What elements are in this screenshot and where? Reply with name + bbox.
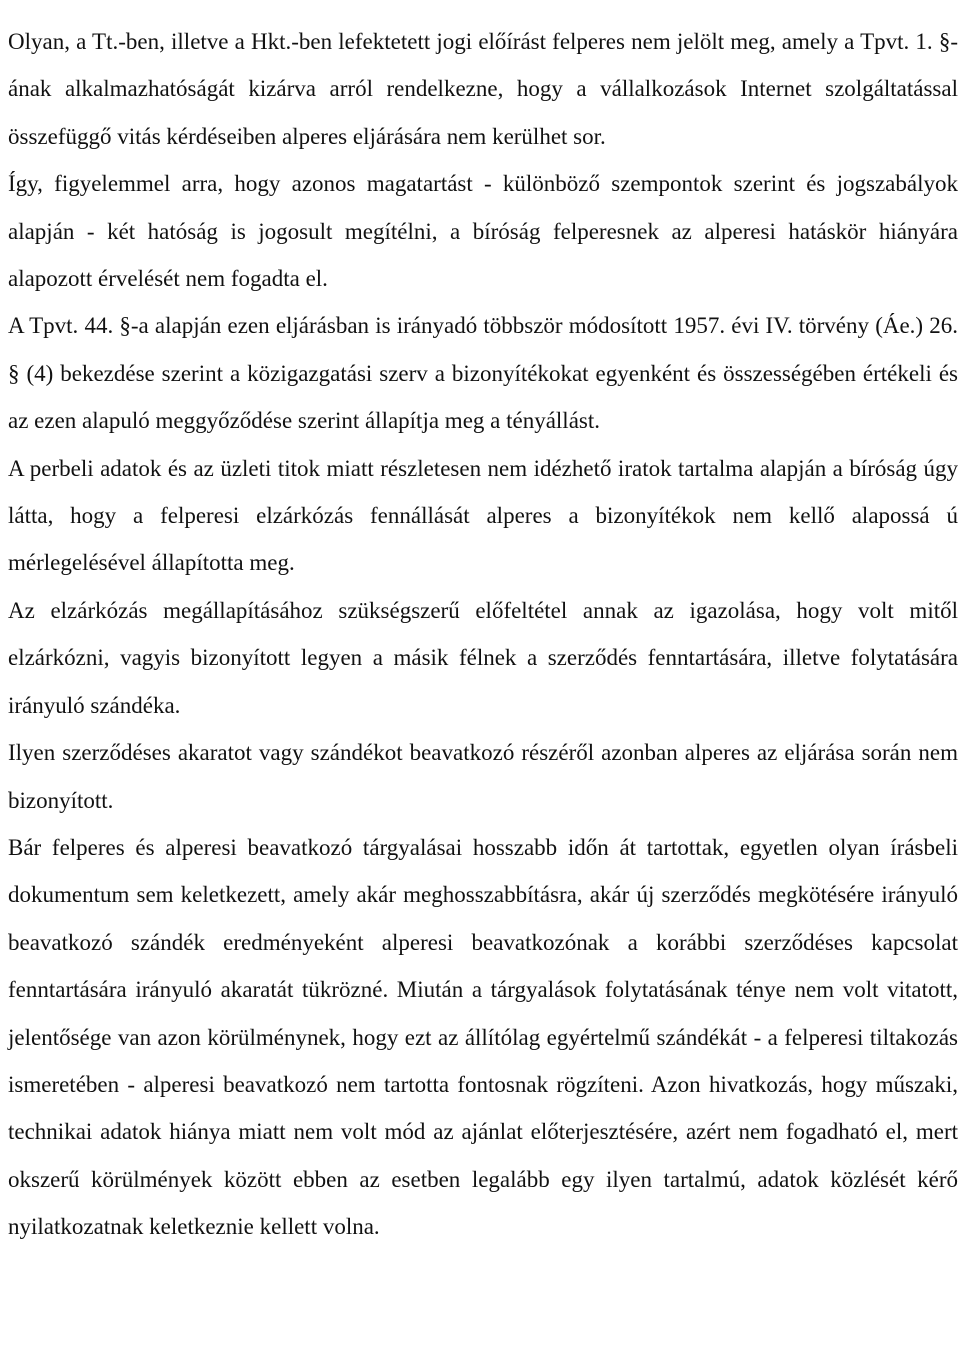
paragraph-2: Így, figyelemmel arra, hogy azonos magatartást - különböző szempontok szerint és jogszabályok alapján - két hatóság is jogosult megítélni, a bíróság felperesnek az alperesi hatáskör hiányára alapozott érvelését nem fogadta el. — [8, 171, 958, 292]
paragraph-7: Bár felperes és alperesi beavatkozó tárgyalásai hosszabb időn át tartottak, egyetlen olyan írásbeli dokumentum sem keletkezett, amely akár meghosszabbításra, akár új szerződés megkötésére irányuló beavatkozó szándék eredményeként alperesi beavatkozónak a korábbi szerződéses kapcsolat fenntartására irányuló akaratát tükrözné. Miután a tárgyalások folytatásának ténye nem volt vitatott, jelentősége van azon körülménynek, hogy ezt az állítólag egyértelmű szándékát - a felperesi tiltakozás ismeretében - alperesi beavatkozó nem tartotta fontosnak rögzíteni. Azon hivatkozás, hogy műszaki, technikai adatok hiánya miatt nem volt mód az ajánlat előterjesztésére, azért nem fogadható el, mert okszerű körülmények között ebben az esetben legalább egy ilyen tartalmú, adatok közlését kérő nyilatkozatnak keletkeznie kellett volna. — [8, 834, 958, 1240]
paragraph-1: Olyan, a Tt.-ben, illetve a Hkt.-ben lefektetett jogi előírást felperes nem jelölt meg, amely a Tpvt. 1. §-ának alkalmazhatóságát kizárva arról rendelkezne, hogy a vállalkozások Internet szolgáltatással összefüggő vitás kérdéseiben alperes eljárására nem kerülhet sor. — [8, 29, 958, 149]
paragraph-3: A Tpvt. 44. §-a alapján ezen eljárásban is irányadó többször módosított 1957. évi IV. törvény (Áe.) 26. § (4) bekezdése szerint a közigazgatási szerv a bizonyítékokat egyenként és összességében értékeli és az ezen alapuló meggyőződése szerint állapítja meg a tényállást. — [8, 313, 958, 434]
paragraph-5: Az elzárkózás megállapításához szükségszerű előfeltétel annak az igazolása, hogy volt mitől elzárkózni, vagyis bizonyított legyen a másik félnek a szerződés fenntartására, illetve folytatására irányuló szándéka. — [8, 597, 958, 718]
paragraph-4: A perbeli adatok és az üzleti titok miatt részletesen nem idézhető iratok tartalma alapján a bíróság úgy látta, hogy a felperesi elzárkózás fennállását alperes a bizonyítékok nem kellő alapossá ú mérlegelésével állapította meg. — [8, 455, 958, 576]
paragraph-6: Ilyen szerződéses akaratot vagy szándékot beavatkozó részéről azonban alperes az eljárása során nem bizonyított. — [8, 740, 958, 813]
